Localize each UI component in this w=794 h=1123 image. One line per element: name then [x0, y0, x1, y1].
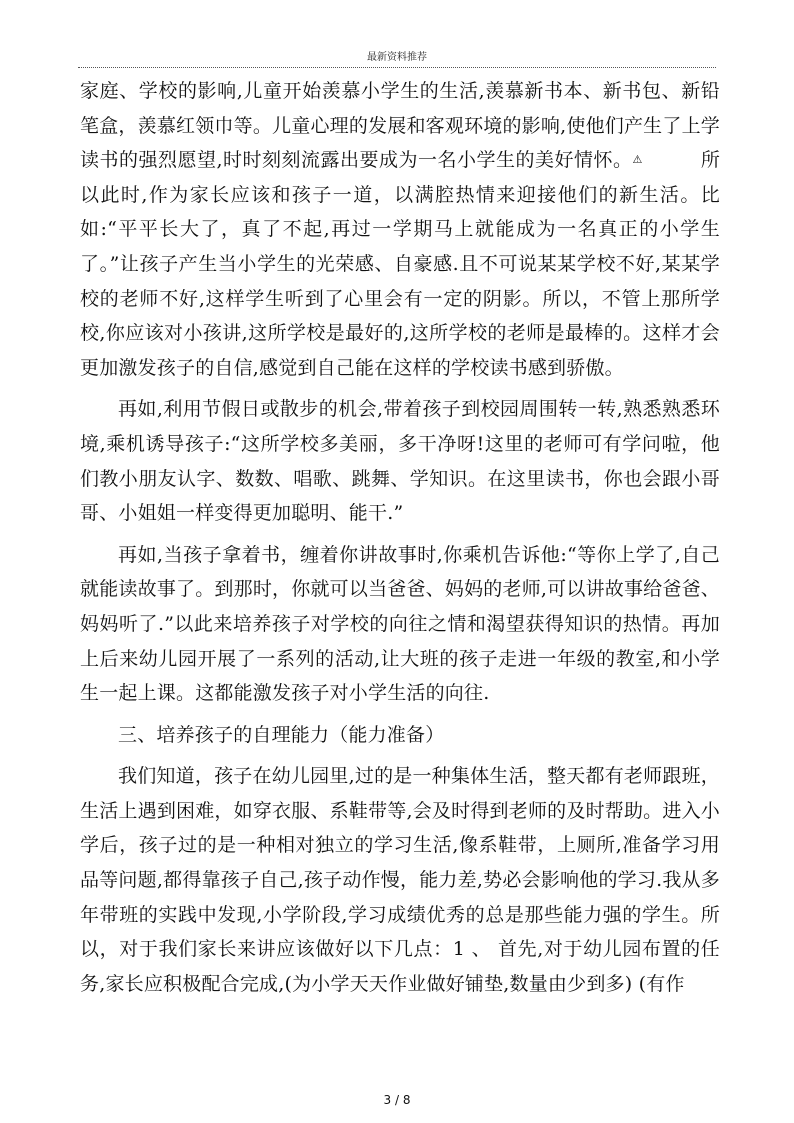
- paragraph-3: 再如,当孩子拿着书，缠着你讲故事时,你乘机告诉他:“等你上学了,自己就能读故事了。到那时，你就可以当爸爸、妈妈的老师,可以讲故事给爸爸、妈妈听了.”以此来培养孩子对学校的向往之情和渴望获得知识的热情。再加上后来幼儿园开展了一系列的活动,让大班的孩子走进一年级的教室,和小学生一起上课。这都能激发孩子对小学生活的向往.: [80, 543, 720, 705]
- paragraph-gap: [80, 385, 720, 392]
- document-body: [80, 74, 720, 1001]
- paragraph-gap: [80, 752, 720, 759]
- paragraph-1-text-a: 家庭、学校的影响,儿童开始羡慕小学生的生活,羡慕新书本、新书包、新铅笔盒，羡慕红领巾等。儿童心理的发展和客观环境的影响,使他们产生了上学读书的强烈愿望,时时刻刻流露出要成为一名小学生的美好情怀。: [80, 80, 720, 172]
- warning-icon: ⚠: [632, 153, 643, 167]
- paragraph-2: 再如,利用节假日或散步的机会,带着孩子到校园周围转一转,熟悉熟悉环境,乘机诱导孩子:“这所学校多美丽，多干净呀!这里的老师可有学问啦，他们教小朋友认字、数数、唱歌、跳舞、学知识。在这里读书，你也会跟小哥哥、小姐姐一样变得更加聪明、能干.”: [80, 398, 720, 525]
- paragraph-gap: [80, 711, 720, 718]
- paragraph-1-text-b: 所以此时,作为家长应该和孩子一道，以满腔热情来迎接他们的新生活。比如:“平平长大了，真了不起,再过一学期马上就能成为一名真正的小学生了。”让孩子产生当小学生的光荣感、自豪感.且不可说某某学校不好,某某学校的老师不好,这样学生听到了心里会有一定的阴影。所以，不管上那所学校,你应该对小孩讲,这所学校是最好的,这所学校的老师是最棒的。这样才会更加激发孩子的自信,感觉到自己能在这样的学校读书感到骄傲。: [80, 149, 721, 379]
- paragraph-4: 我们知道，孩子在幼儿园里,过的是一种集体生活，整天都有老师跟班，生活上遇到困难，如穿衣服、系鞋带等,会及时得到老师的及时帮助。进入小学后，孩子过的是一种相对独立的学习生活,像系鞋带，上厕所,准备学习用品等问题,都得靠孩子自己,孩子动作慢，能力差,势必会影响他的学习.我从多年带班的实践中发现,小学阶段,学习成绩优秀的总是那些能力强的学生。所以，对于我们家长来讲应该做好以下几点：1 、 首先,对于幼儿园布置的任务,家长应积极配合完成,(为小学天天作业做好铺垫,数量由少到多) (有作: [80, 765, 720, 995]
- paragraph-gap: [80, 531, 720, 538]
- paragraph-1: [80, 74, 720, 385]
- page-number: 3 / 8: [383, 1093, 411, 1107]
- section-heading: 三、培养孩子的自理能力（能力准备）: [118, 723, 445, 746]
- page-header: 最新资料推荐: [367, 52, 427, 63]
- header-divider: [78, 67, 716, 68]
